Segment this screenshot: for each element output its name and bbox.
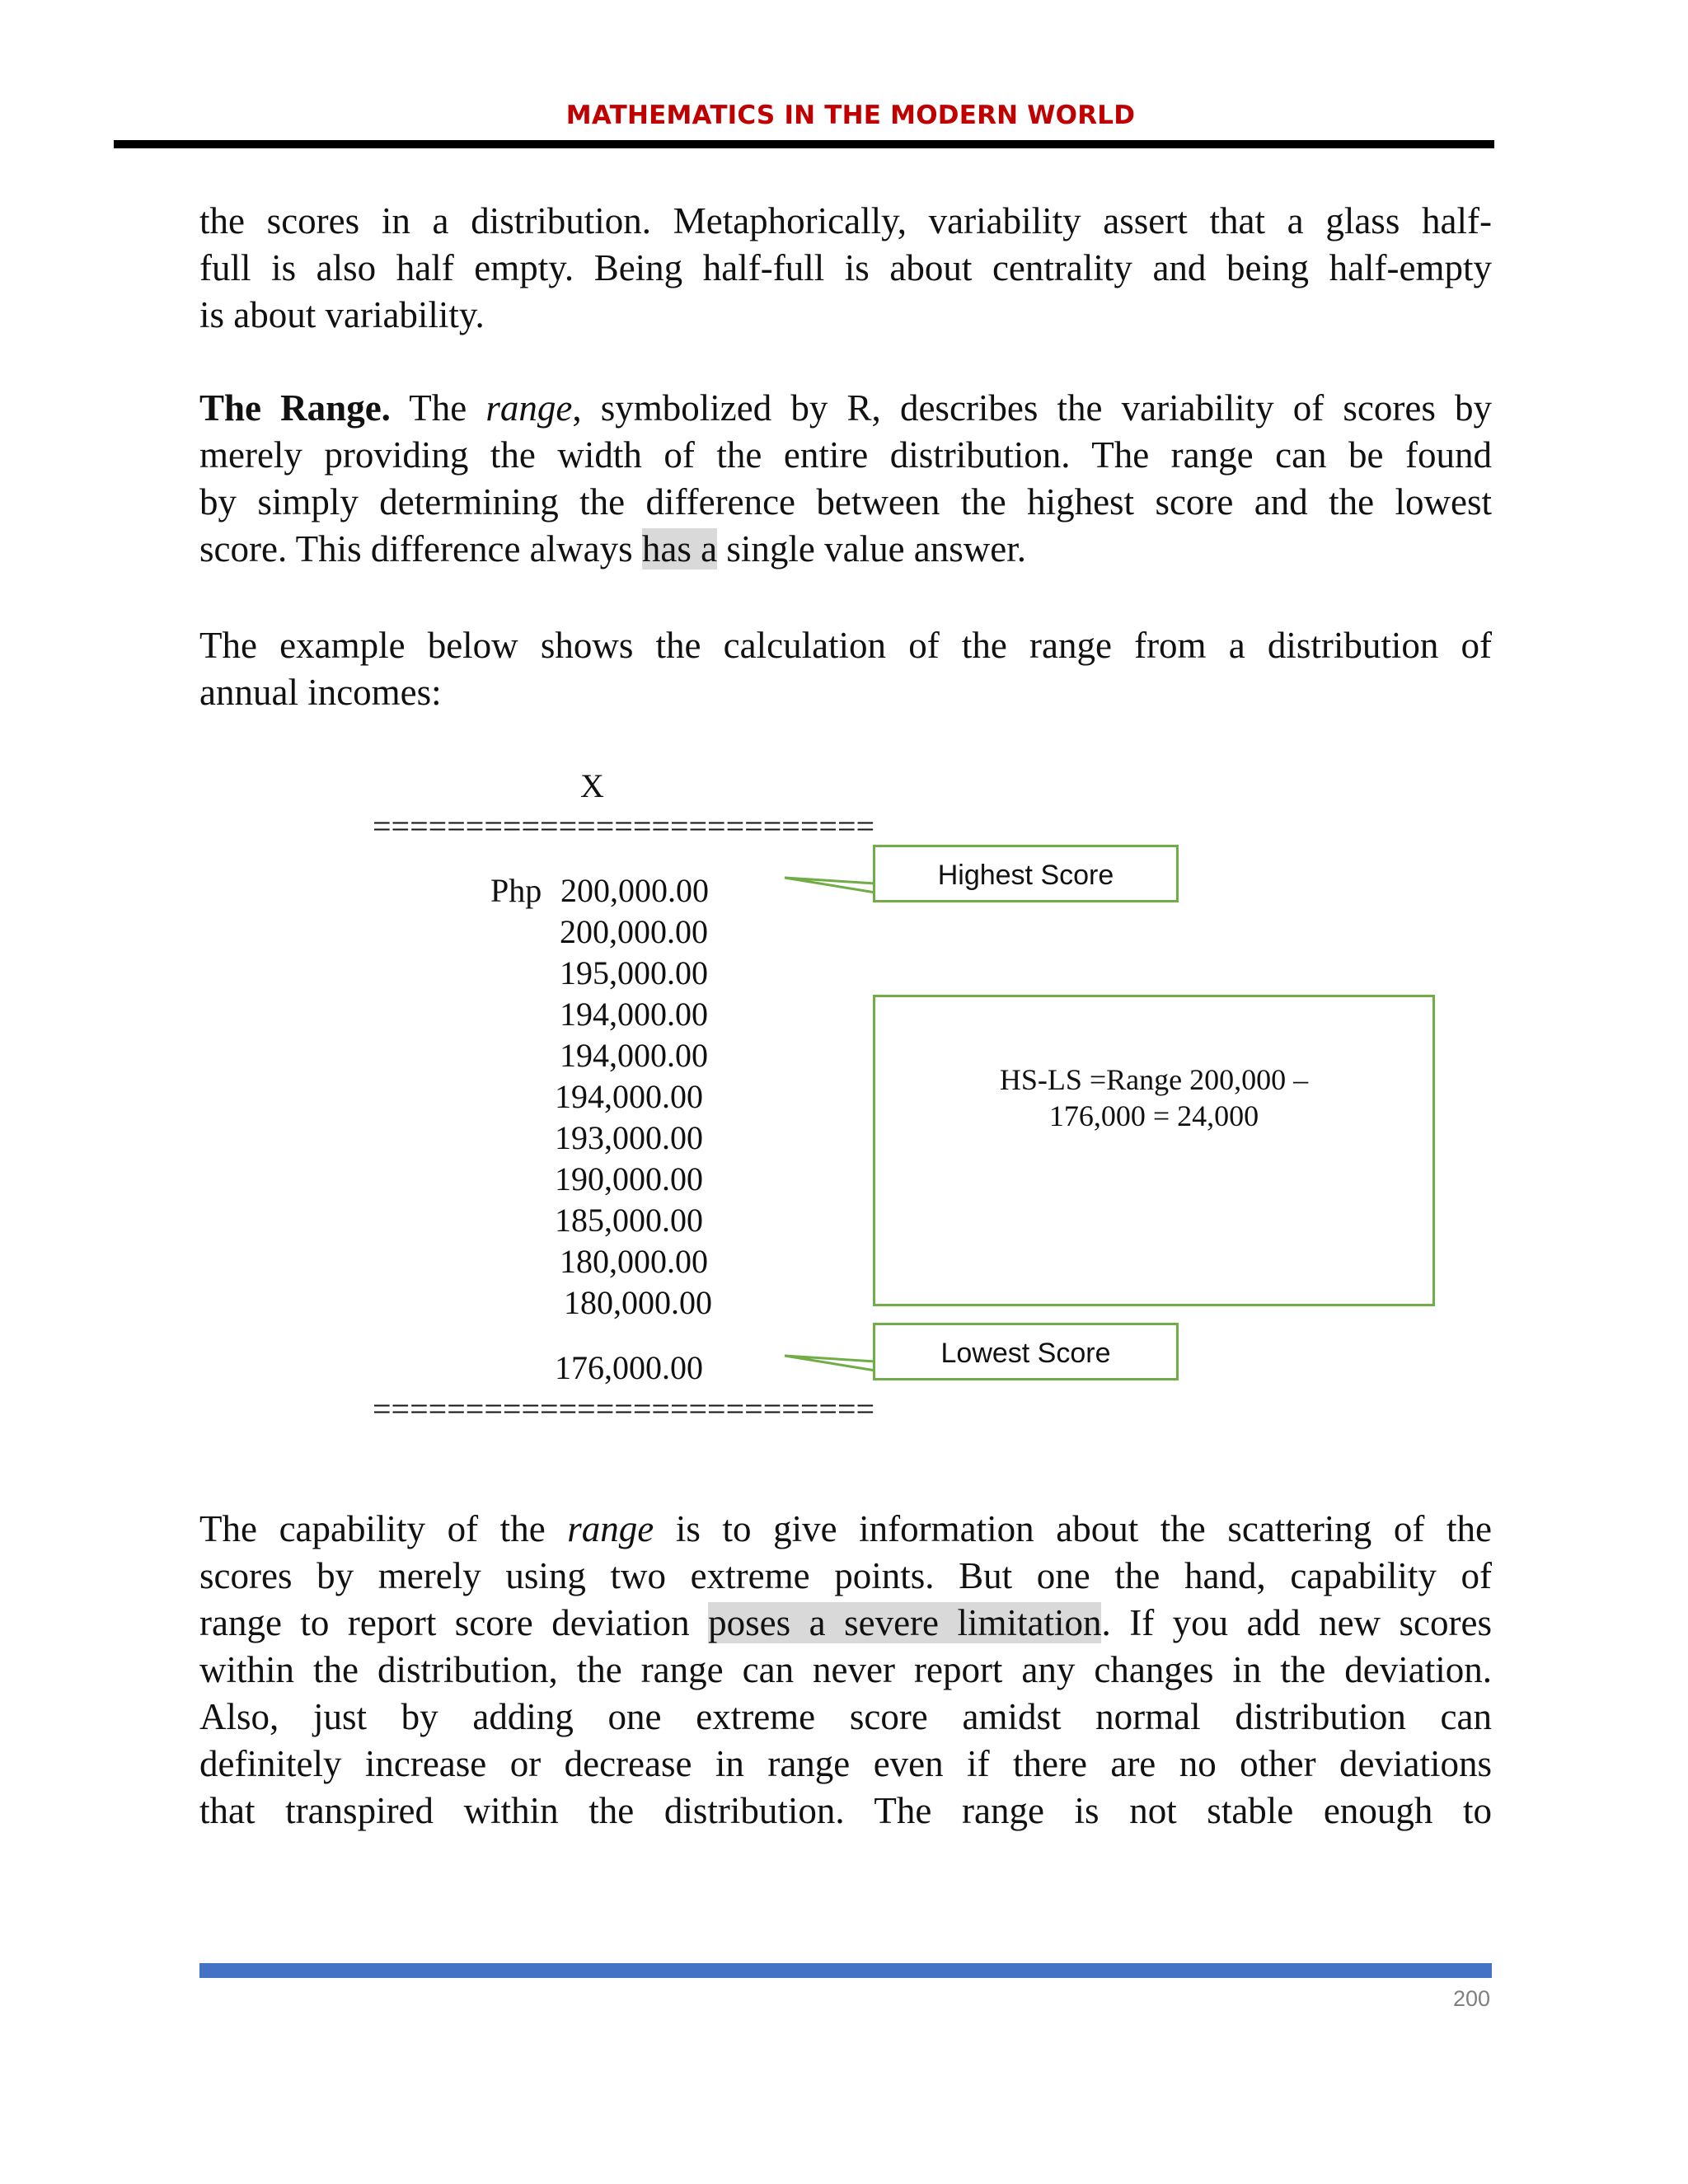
currency-label: Php [490, 872, 542, 909]
table-top-rule: =========================== [373, 808, 875, 845]
text-line [199, 385, 1492, 432]
text-line: by simply determining the difference between the highest score and the lowest [199, 481, 1492, 523]
text-run: single value answer. [717, 528, 1027, 569]
table-value: 180,000.00 [564, 1284, 712, 1321]
text-run: The capability of the [199, 1508, 568, 1549]
callout-label: Highest Score [937, 860, 1114, 891]
text-line: definitely increase or decrease in range even if there are no other deviations [199, 1743, 1492, 1784]
highlighted-text: has a [641, 528, 718, 569]
text-run: . If you add new scores [1101, 1602, 1492, 1643]
running-header-title: MATHEMATICS IN THE MODERN WORLD [565, 101, 1136, 130]
text-line: that transpired within the distribution. The range is not stable enough to [199, 1790, 1492, 1831]
table-value: 180,000.00 [560, 1243, 708, 1280]
text-line: the scores in a distribution. Metaphorically, variability assert that a glass half- [199, 200, 1492, 241]
text-line: full is also half empty. Being half-full is about centrality and being half-empty [199, 247, 1492, 288]
text-line: merely providing the width of the entire distribution. The range can be found [199, 434, 1492, 476]
term-range: range [567, 1508, 654, 1549]
text-line: The example below shows the calculation of the range from a distribution of [199, 625, 1492, 666]
text-line: is about variability. [199, 294, 485, 335]
highest-score-callout [873, 845, 1179, 902]
text-line: Also, just by adding one extreme score amidst normal distribution can [199, 1696, 1492, 1737]
text-line: annual incomes: [199, 672, 442, 713]
text-line: scores by merely using two extreme points. But one the hand, capability of [199, 1555, 1492, 1596]
header-rule [114, 140, 1494, 148]
footer-bar [199, 1963, 1492, 1978]
paragraph-range-definition [199, 385, 1492, 573]
table-value: 193,000.00 [555, 1119, 703, 1156]
table-value: 194,000.00 [560, 996, 708, 1033]
text-run: The [390, 387, 486, 429]
formula-line: HS-LS =Range 200,000 – [999, 1063, 1309, 1096]
table-column-header: X [580, 767, 604, 804]
page-number: 200 [1452, 1986, 1490, 2011]
table-value: 190,000.00 [555, 1160, 703, 1197]
highlighted-text: poses a severe limitation [708, 1602, 1102, 1643]
lowest-score-callout [873, 1323, 1179, 1380]
paragraph-range-limitation [199, 1506, 1492, 1835]
table-value: 194,000.00 [560, 1037, 708, 1074]
text-line [199, 526, 1492, 573]
text-line: within the distribution, the range can never report any changes in the deviation. [199, 1649, 1492, 1690]
highest-callout-pointer [785, 878, 875, 893]
table-value: 200,000.00 [560, 913, 708, 950]
text-run: score. This difference always [199, 528, 642, 569]
text-run: range to report score deviation [199, 1602, 709, 1643]
text-run: is to give information about the scattering of the [654, 1508, 1492, 1549]
range-formula-box [873, 995, 1435, 1306]
term-range: range [485, 387, 573, 429]
paragraph-variability [199, 198, 1492, 339]
text-line [199, 1600, 1492, 1647]
text-line [199, 1506, 1492, 1553]
paragraph-example-intro [199, 622, 1492, 716]
formula-line: 176,000 = 24,000 [1048, 1099, 1259, 1132]
table-value: 185,000.00 [555, 1202, 703, 1239]
table-value: 194,000.00 [555, 1078, 703, 1115]
text-run: , symbolized by R, describes the variability of scores by [572, 387, 1492, 429]
table-value: 200,000.00 [560, 872, 709, 909]
table-value: 195,000.00 [560, 954, 708, 991]
section-heading: The Range. [199, 387, 391, 429]
lowest-callout pointer [785, 1356, 875, 1371]
callout-label: Lowest Score [940, 1338, 1111, 1369]
table-value: 176,000.00 [555, 1349, 703, 1386]
table-bottom-rule: =========================== [373, 1390, 875, 1427]
